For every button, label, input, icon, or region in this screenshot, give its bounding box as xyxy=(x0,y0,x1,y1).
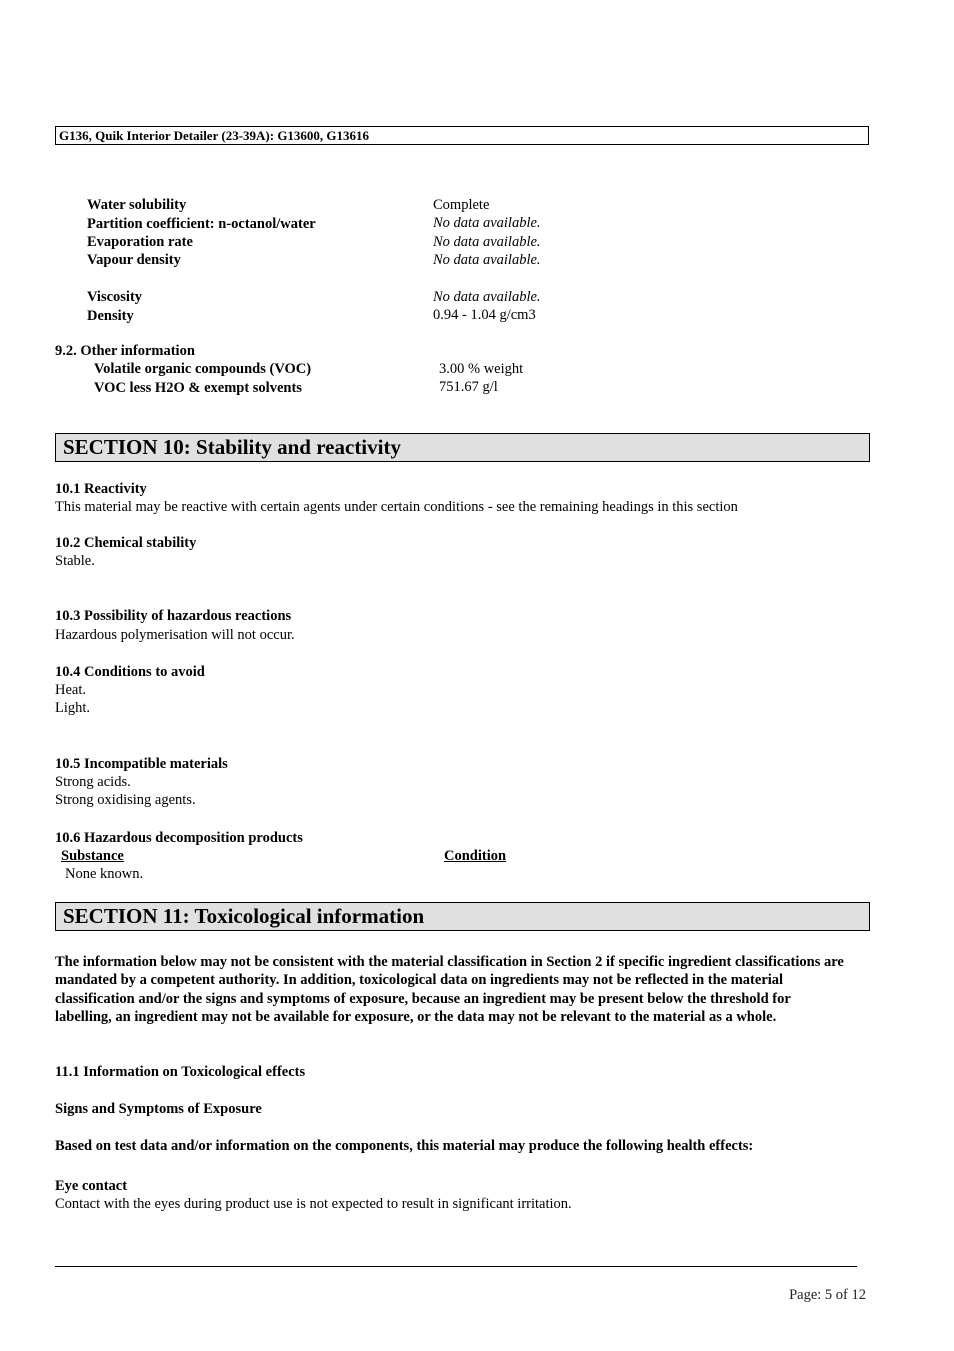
property-label-density: Density xyxy=(87,308,134,324)
property-label-viscosity: Viscosity xyxy=(87,289,143,305)
incompatible-item: Strong oxidising agents. xyxy=(55,792,196,808)
condition-item: Light. xyxy=(55,700,91,716)
eye-contact-heading: Eye contact xyxy=(55,1178,128,1194)
incompatible-item: Strong acids. xyxy=(55,774,131,790)
signs-symptoms-heading: Signs and Symptoms of Exposure xyxy=(55,1101,262,1117)
decomposition-column-substance: Substance xyxy=(61,848,124,864)
footer-divider xyxy=(55,1266,857,1267)
eye-contact-text: Contact with the eyes during product use is not expected to result in significant irritation. xyxy=(55,1196,572,1212)
property-label-partition-coefficient: Partition coefficient: n-octanol/water xyxy=(87,216,316,232)
property-value-partition-coefficient: No data available. xyxy=(433,215,541,231)
section-11-title: SECTION 11: Toxicological information xyxy=(55,902,870,931)
property-value-density: 0.94 - 1.04 g/cm3 xyxy=(433,307,536,323)
tox-effects-heading: 11.1 Information on Toxicological effects xyxy=(55,1064,306,1080)
page-number: Page: 5 of 12 xyxy=(789,1287,866,1303)
section-10-title: SECTION 10: Stability and reactivity xyxy=(55,433,870,462)
decomposition-heading: 10.6 Hazardous decomposition products xyxy=(55,830,303,846)
reactivity-heading: 10.1 Reactivity xyxy=(55,481,147,497)
property-label-evaporation-rate: Evaporation rate xyxy=(87,234,193,250)
reactivity-text: This material may be reactive with certain agents under certain conditions - see the remaining headings in this section xyxy=(55,499,738,515)
property-value-evaporation-rate: No data available. xyxy=(433,234,541,250)
hazardous-reactions-text: Hazardous polymerisation will not occur. xyxy=(55,627,295,643)
property-value-water-solubility: Complete xyxy=(433,197,490,213)
toxicology-intro: The information below may not be consistent with the material classification in Section 2 if specific ingredient classifications are mandated by a competent authority. In addition, toxicological data on ingredients may not be reflected in the material classification and/or the signs and symptoms of exposure, because an ingredient may be present below the threshold for labelling, an ingredient may not be available for exposure, or the data may not be relevant to the material as a whole. xyxy=(55,954,844,1025)
other-info-heading: 9.2. Other information xyxy=(55,343,195,359)
voc-less-label: VOC less H2O & exempt solvents xyxy=(94,380,302,396)
hazardous-reactions-heading: 10.3 Possibility of hazardous reactions xyxy=(55,608,292,624)
conditions-heading: 10.4 Conditions to avoid xyxy=(55,664,205,680)
incompatible-heading: 10.5 Incompatible materials xyxy=(55,756,228,772)
voc-value: 3.00 % weight xyxy=(439,361,524,377)
document-header: G136, Quik Interior Detailer (23-39A): G13600, G13616 xyxy=(55,126,869,145)
condition-item: Heat. xyxy=(55,682,86,698)
property-value-vapour-density: No data available. xyxy=(433,252,541,268)
health-effects-statement: Based on test data and/or information on the components, this material may produce the following health effects: xyxy=(55,1138,754,1154)
property-label-water-solubility: Water solubility xyxy=(87,197,187,213)
decomposition-row: None known. xyxy=(65,866,144,882)
chemical-stability-heading: 10.2 Chemical stability xyxy=(55,535,197,551)
voc-label: Volatile organic compounds (VOC) xyxy=(94,361,312,377)
decomposition-column-condition: Condition xyxy=(444,848,507,864)
property-value-viscosity: No data available. xyxy=(433,289,541,305)
property-label-vapour-density: Vapour density xyxy=(87,252,181,268)
voc-less-value: 751.67 g/l xyxy=(439,379,498,395)
chemical-stability-text: Stable. xyxy=(55,553,95,569)
